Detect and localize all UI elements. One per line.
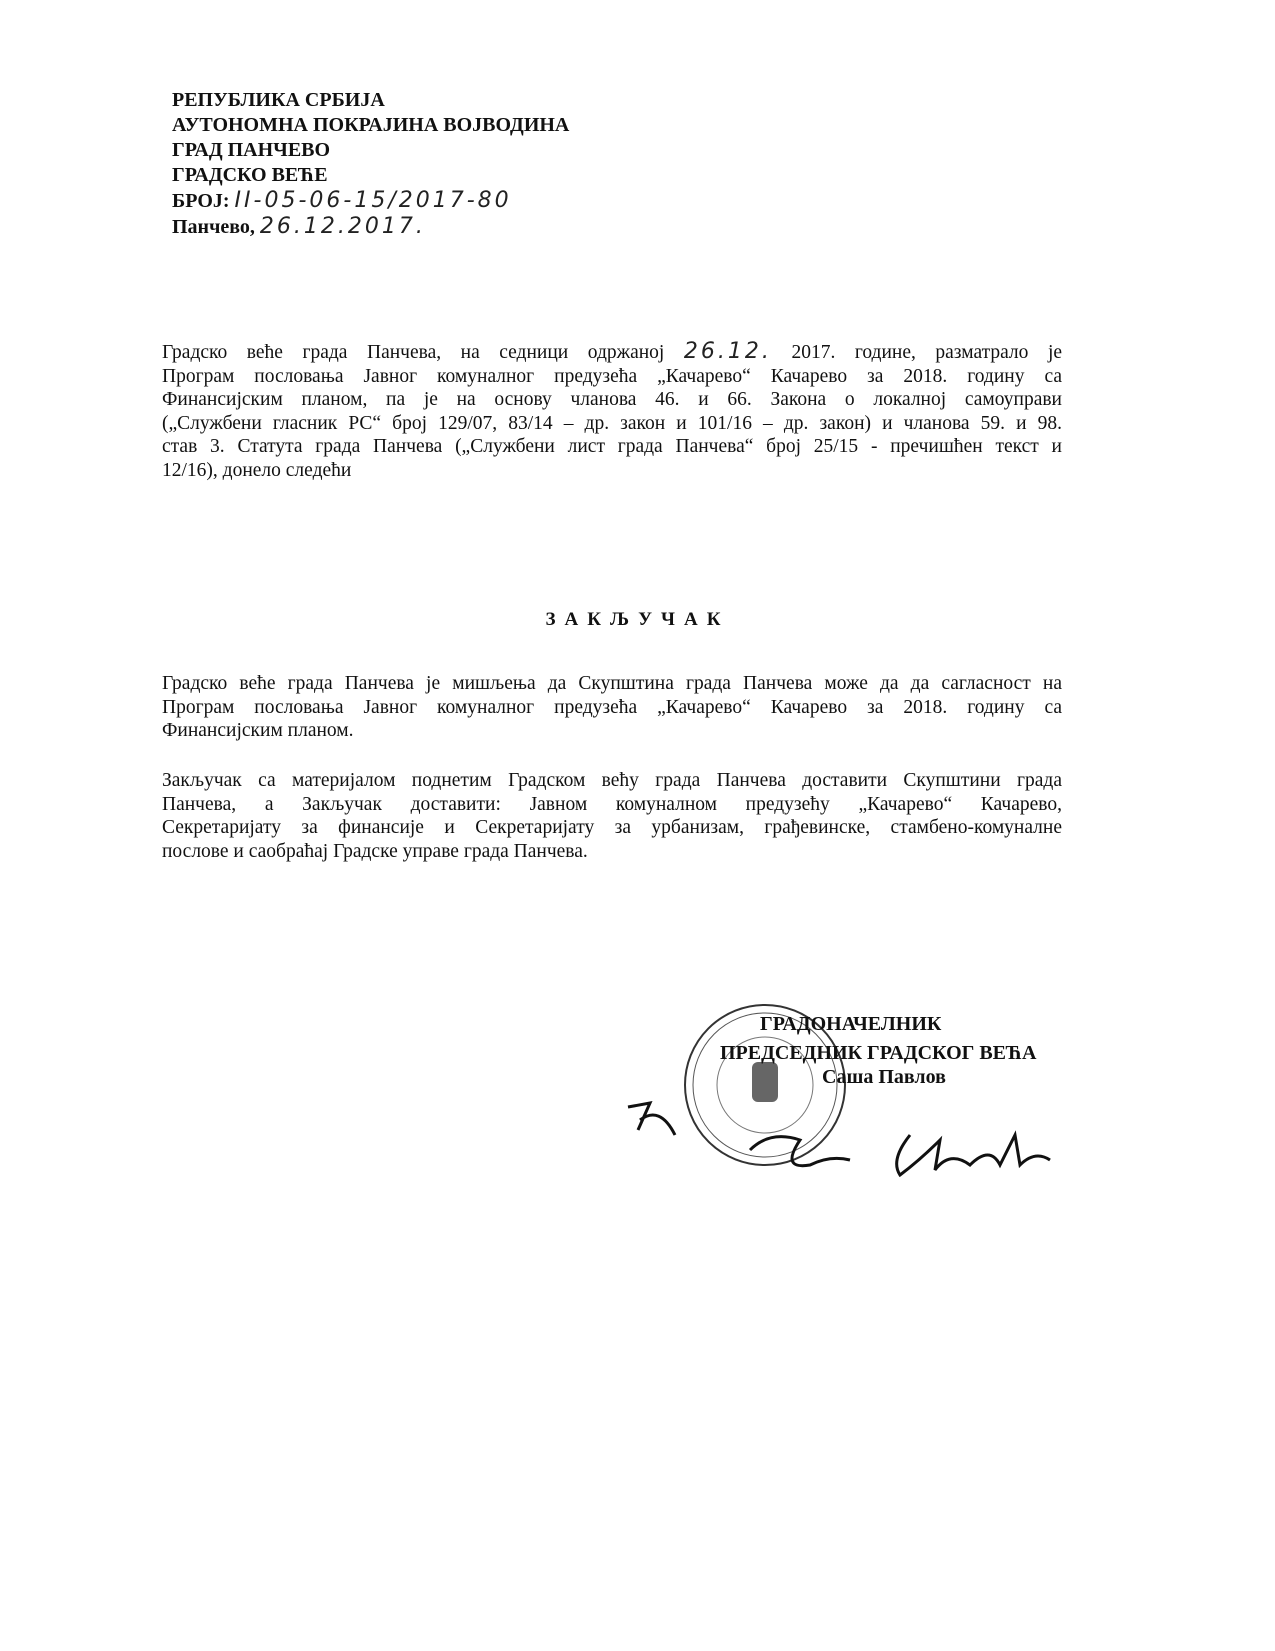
handwritten-signature [740, 1120, 1080, 1190]
signature-title-1: ГРАДОНАЧЕЛНИК [760, 1013, 942, 1035]
header-line: РЕПУБЛИКА СРБИЈА [172, 89, 385, 111]
document-header [172, 88, 569, 240]
document-number-value: II-05-06-15/2017-80 [234, 188, 512, 213]
handwritten-initial [620, 1095, 700, 1155]
signature-title-2: ПРЕДСЕДНИК ГРАДСКОГ ВЕЋА [720, 1042, 1037, 1064]
header-line: АУТОНОМНА ПОКРАЈИНА ВОЈВОДИНА [172, 114, 570, 136]
header-line: ГРАДСКО ВЕЋЕ [172, 164, 328, 186]
document-number: БРОЈ: II-05-06-15/2017-80 [172, 188, 512, 213]
delivery-paragraph: Закључак са материјалом поднетим Градском већу града Панчева доставити Скупштини града Панчева, а Закључак доставити: Јавном комуналном предузећу „Качарево“ Качарево, Секретаријату за финансије и Секретаријату за урбанизам, грађевинске, стамбено-комуналне послове и саобраћај Градске управе града Панчева. [162, 770, 1062, 862]
header-line: ГРАД ПАНЧЕВО [172, 139, 331, 161]
coat-of-arms-icon [752, 1062, 778, 1102]
conclusion-paragraph: Градско веће града Панчева је мишљења да Скупштина града Панчева може да да сагласност на Програм пословања Јавног комуналног предузећа „Качарево“ Качарево за 2018. годину са Финансијским планом. [162, 673, 1062, 741]
document-date: Панчево, 26.12.2017. [172, 214, 426, 239]
signer-name: Саша Павлов [822, 1066, 946, 1088]
session-date-handwritten: 26.12. [683, 339, 772, 364]
intro-paragraph: Градско веће града Панчева, на седници одржаној 26.12. 2017. године, разматрало је Програм пословања Јавног комуналног предузећа „Качарево“ Качарево за 2018. годину са Финансијским планом, па је на основу чланова 46. и 66. Закона о локалној самоуправи („Службени гласник РС“ број 129/07, 83/14 – др. закон и 101/16 – др. закон) и чланова 59. и 98. став 3. Статута града Панчева („Службени лист града Панчева“ број 25/15 - пречишћен текст и 12/16), донело следећи [162, 339, 1063, 481]
document-title: ЗАКЉУЧАК [545, 609, 730, 630]
document-date-value: 26.12.2017. [259, 214, 426, 239]
